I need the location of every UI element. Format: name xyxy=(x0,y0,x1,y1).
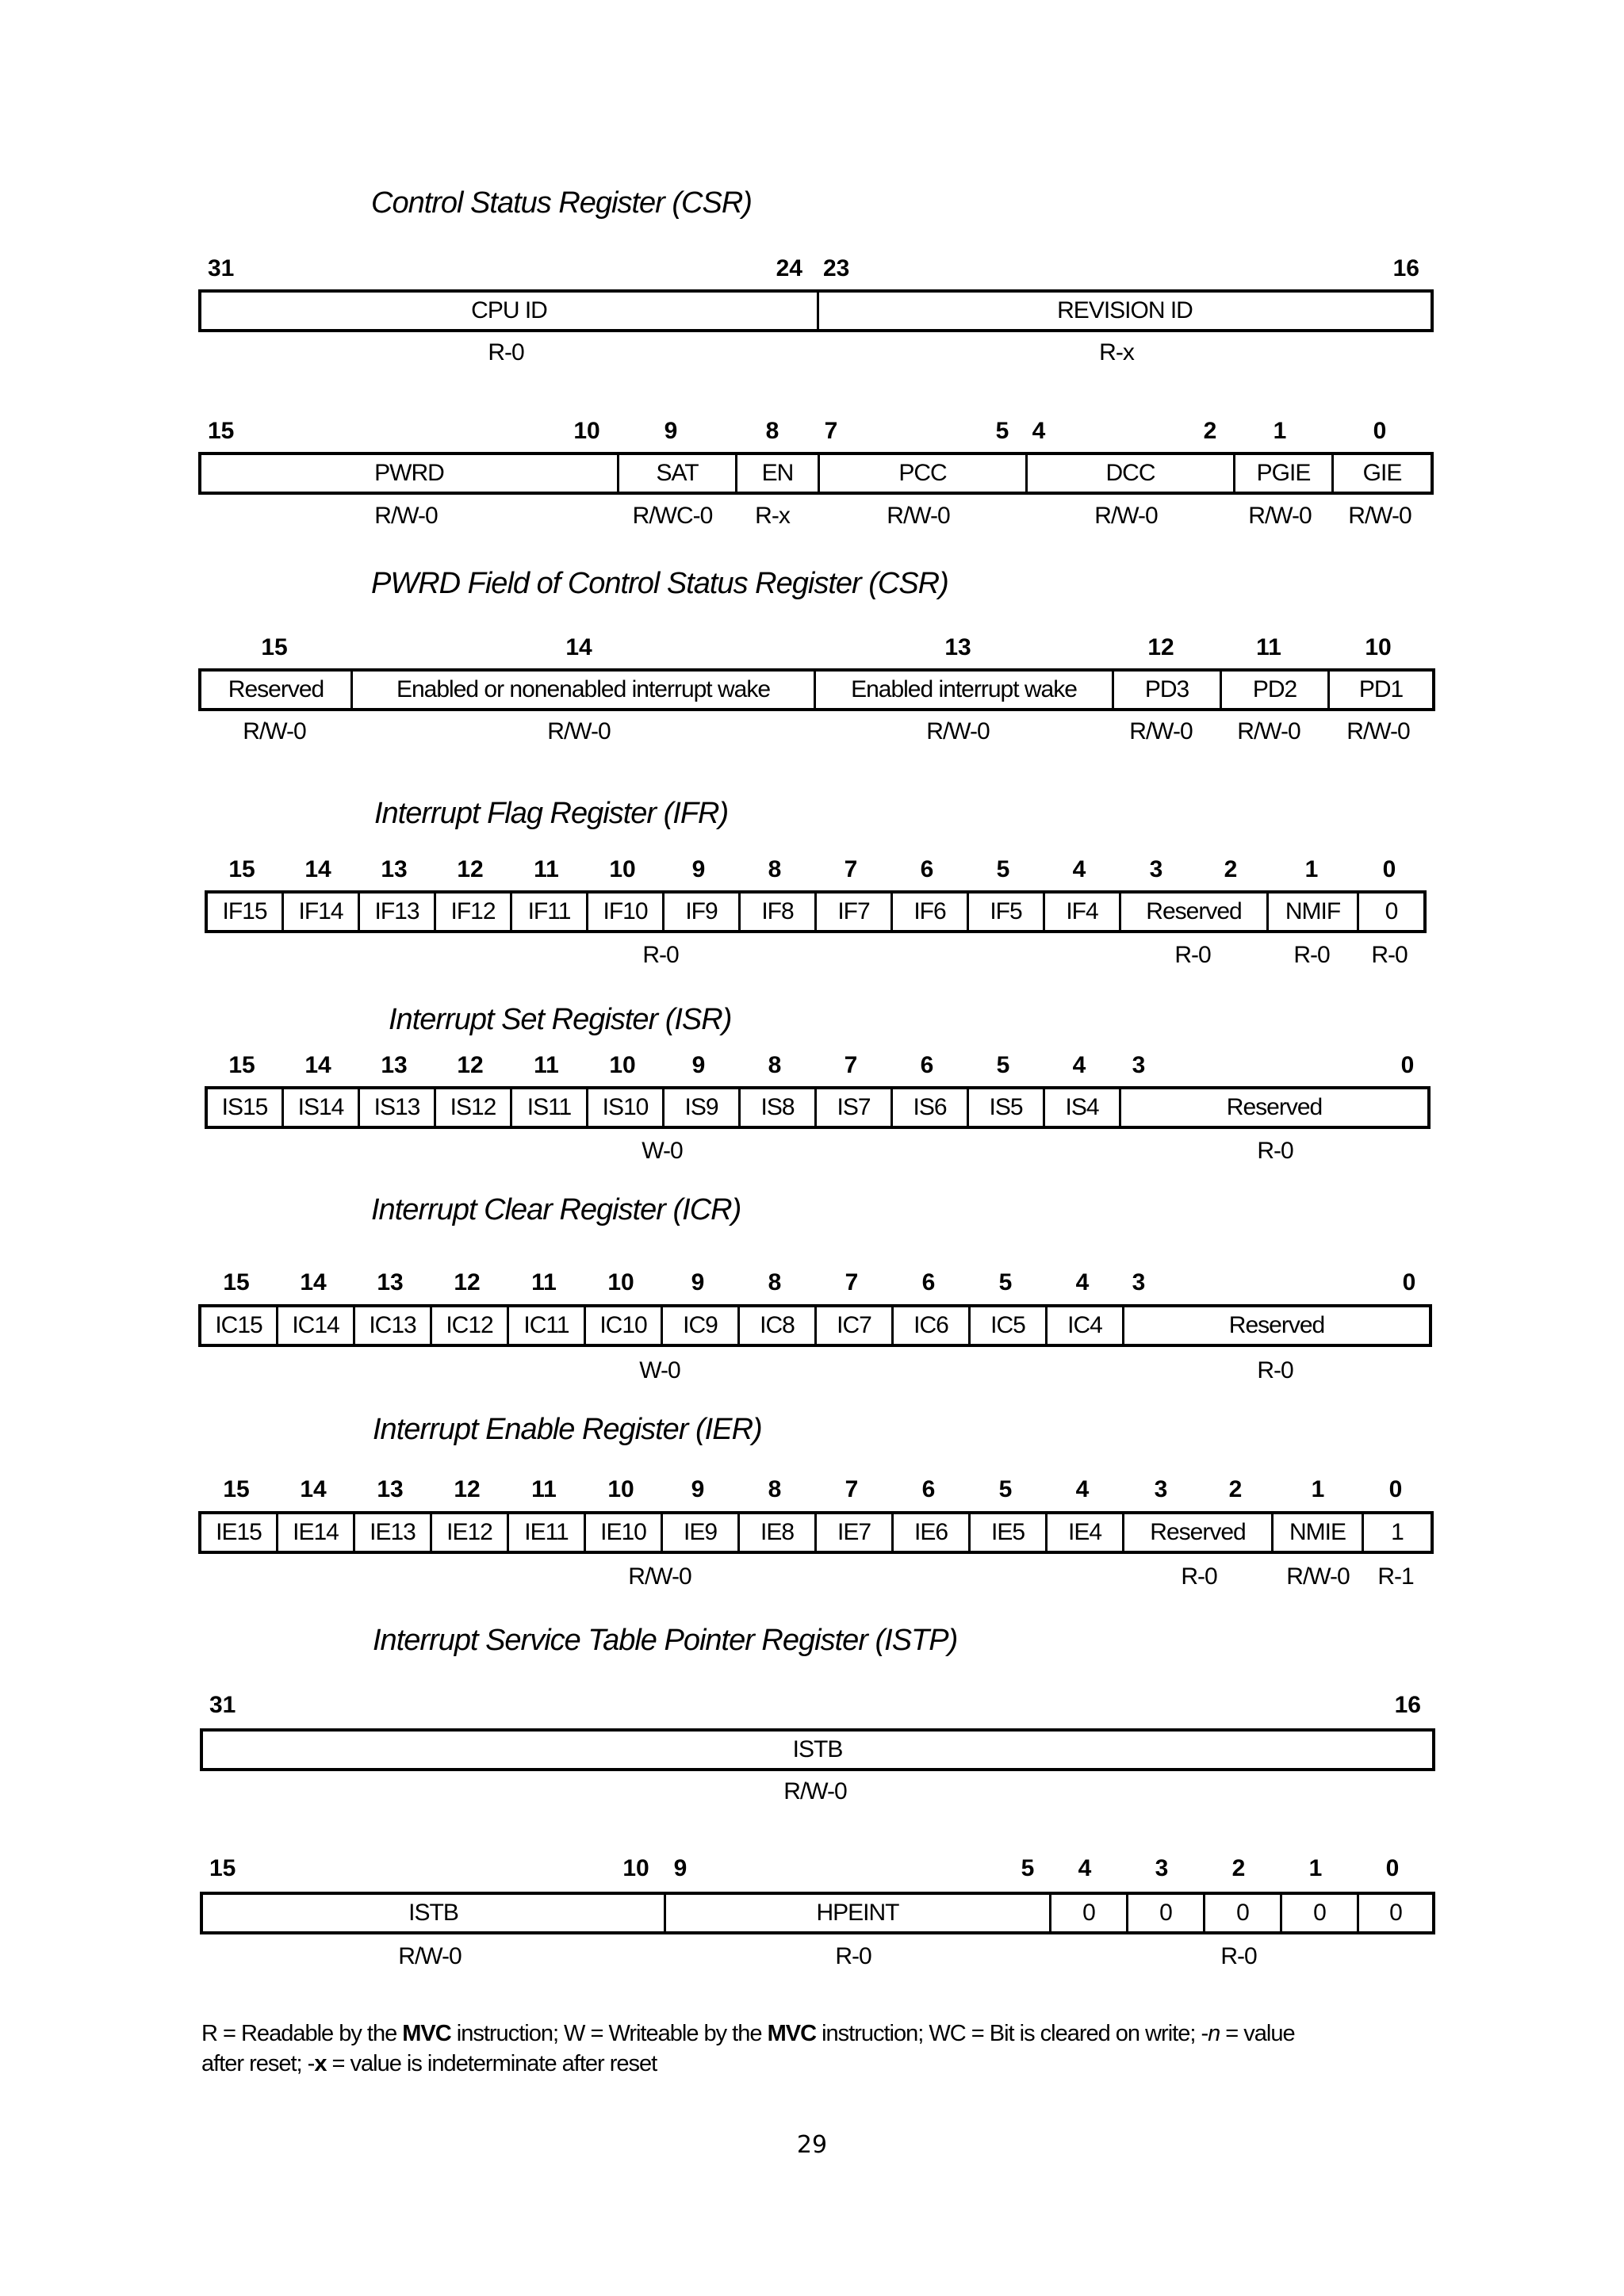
ifr-bit-15: 15 xyxy=(228,856,255,882)
legend-text: = value xyxy=(1220,2021,1295,2046)
field-enabled-interrupt-wake: Enabled interrupt wake xyxy=(816,672,1114,708)
istp-bit-5: 5 xyxy=(1021,1855,1035,1881)
field-ic11: IC11 xyxy=(509,1307,586,1344)
csr-access-sat: R/WC-0 xyxy=(632,503,713,529)
ifr-title: Interrupt Flag Register (IFR) xyxy=(374,797,729,830)
field-bit1: 0 xyxy=(1282,1895,1359,1931)
ier-access-ie: R/W-0 xyxy=(628,1563,691,1590)
field-pcc: PCC xyxy=(820,455,1028,492)
page-number: 29 xyxy=(796,2131,828,2159)
legend-text: = value is indeterminate after reset xyxy=(326,2051,657,2076)
icr-bit-14: 14 xyxy=(300,1269,327,1295)
pwrd-bit-10: 10 xyxy=(1365,634,1392,660)
ier-bit-0: 0 xyxy=(1388,1476,1403,1502)
field-reserved: Reserved xyxy=(1121,894,1269,930)
isr-access-is: W-0 xyxy=(642,1138,683,1164)
legend-line-2 xyxy=(201,2049,1446,2079)
istp-bit-3: 3 xyxy=(1155,1855,1169,1881)
isr-bit-15: 15 xyxy=(228,1052,255,1078)
field-en: EN xyxy=(737,455,820,492)
pwrd-access-interrupt-wake: R/W-0 xyxy=(926,718,990,744)
isr-bit-7: 7 xyxy=(844,1052,858,1078)
icr-title: Interrupt Clear Register (ICR) xyxy=(371,1193,741,1226)
csr-lower-register xyxy=(198,452,1434,495)
csr-access-en: R-x xyxy=(755,503,790,529)
pwrd-access-pd2: R/W-0 xyxy=(1237,718,1300,744)
field-ic7: IC7 xyxy=(817,1307,894,1344)
icr-bit-0: 0 xyxy=(1402,1269,1416,1295)
ier-title: Interrupt Enable Register (IER) xyxy=(373,1413,762,1446)
ifr-access-nmif: R-0 xyxy=(1293,942,1330,968)
legend-mvc: MVC xyxy=(402,2021,451,2046)
csr-bit-15: 15 xyxy=(208,418,235,444)
field-ie8: IE8 xyxy=(740,1514,817,1551)
field-ie9: IE9 xyxy=(663,1514,740,1551)
icr-bit-8: 8 xyxy=(768,1269,782,1295)
istp-bit-2: 2 xyxy=(1231,1855,1246,1881)
isr-register xyxy=(205,1086,1431,1129)
istp-bit-4: 4 xyxy=(1078,1855,1092,1881)
ifr-access-reserved: R-0 xyxy=(1174,942,1211,968)
field-ic6: IC6 xyxy=(894,1307,971,1344)
field-if13: IF13 xyxy=(360,894,436,930)
legend-text: R = Readable by the xyxy=(201,2021,403,2046)
csr-bit-8: 8 xyxy=(765,418,779,444)
legend-x: x xyxy=(314,2051,327,2076)
csr-title: Control Status Register (CSR) xyxy=(371,186,752,220)
csr-bit-31: 31 xyxy=(208,255,235,281)
csr-bit-23: 23 xyxy=(823,255,850,281)
isr-bit-4: 4 xyxy=(1072,1052,1086,1078)
icr-bit-3: 3 xyxy=(1132,1269,1146,1295)
field-reserved: Reserved xyxy=(1228,1312,1325,1338)
field-ie13: IE13 xyxy=(355,1514,432,1551)
icr-bit-13: 13 xyxy=(377,1269,404,1295)
legend-text: after reset; - xyxy=(201,2051,315,2076)
field-revision-id: REVISION ID xyxy=(1057,297,1193,323)
field-ic14: IC14 xyxy=(278,1307,355,1344)
csr-bit-10: 10 xyxy=(573,418,600,444)
field-if8: IF8 xyxy=(741,894,817,930)
istp-bit-10: 10 xyxy=(622,1855,649,1881)
field-gie: GIE xyxy=(1362,460,1402,486)
field-ie7: IE7 xyxy=(817,1514,894,1551)
pwrd-register xyxy=(198,668,1435,711)
field-ie4: IE4 xyxy=(1048,1514,1124,1551)
field-is12: IS12 xyxy=(436,1089,512,1126)
ier-bit-3: 3 xyxy=(1154,1476,1168,1502)
ifr-register xyxy=(205,890,1427,933)
field-ic4: IC4 xyxy=(1048,1307,1124,1344)
ifr-bit-2: 2 xyxy=(1224,856,1238,882)
ier-bit-13: 13 xyxy=(377,1476,404,1502)
csr-bit-5: 5 xyxy=(995,418,1009,444)
isr-access-reserved: R-0 xyxy=(1257,1138,1293,1164)
field-is10: IS10 xyxy=(588,1089,665,1126)
ifr-access-if: R-0 xyxy=(642,942,679,968)
ier-bit-7: 7 xyxy=(845,1476,859,1502)
pwrd-access-pd3: R/W-0 xyxy=(1129,718,1193,744)
field-enabled-or-nonenabled-interrupt-wake: Enabled or nonenabled interrupt wake xyxy=(353,672,816,708)
field-reserved: Reserved xyxy=(1124,1514,1274,1551)
isr-title: Interrupt Set Register (ISR) xyxy=(389,1003,732,1036)
field-ie10: IE10 xyxy=(586,1514,663,1551)
field-ie12: IE12 xyxy=(432,1514,509,1551)
field-istb-upper: ISTB xyxy=(792,1736,843,1762)
istp-lower-register xyxy=(200,1892,1435,1934)
ifr-bit-9: 9 xyxy=(691,856,706,882)
icr-bit-5: 5 xyxy=(998,1269,1013,1295)
field-ie6: IE6 xyxy=(894,1514,971,1551)
field-ic12: IC12 xyxy=(432,1307,509,1344)
csr-access-pcc: R/W-0 xyxy=(887,503,950,529)
istp-bit-9: 9 xyxy=(673,1855,688,1881)
isr-bit-0: 0 xyxy=(1400,1052,1415,1078)
csr-upper-register xyxy=(198,289,1434,332)
istp-access-istb-lower: R/W-0 xyxy=(398,1943,462,1969)
csr-bit-0: 0 xyxy=(1373,418,1387,444)
field-nmie: NMIE xyxy=(1274,1514,1364,1551)
legend xyxy=(201,2019,1446,2079)
field-is8: IS8 xyxy=(741,1089,817,1126)
icr-bit-11: 11 xyxy=(531,1269,557,1295)
csr-bit-1: 1 xyxy=(1273,418,1287,444)
field-is4: IS4 xyxy=(1045,1089,1121,1126)
field-reserved: Reserved xyxy=(1226,1094,1323,1120)
ifr-bit-11: 11 xyxy=(534,856,559,882)
icr-access-reserved: R-0 xyxy=(1257,1357,1293,1383)
icr-register xyxy=(198,1304,1432,1347)
field-bit0: 1 xyxy=(1391,1519,1404,1545)
ier-bit-1: 1 xyxy=(1311,1476,1325,1502)
field-nmif: NMIF xyxy=(1269,894,1359,930)
pwrd-bit-12: 12 xyxy=(1147,634,1174,660)
field-if4: IF4 xyxy=(1045,894,1121,930)
field-is9: IS9 xyxy=(665,1089,741,1126)
csr-access-cpu-id: R-0 xyxy=(488,339,524,365)
ifr-bit-8: 8 xyxy=(768,856,782,882)
ifr-bit-4: 4 xyxy=(1072,856,1086,882)
field-sat: SAT xyxy=(619,455,737,492)
istp-access-hpeint: R-0 xyxy=(835,1943,871,1969)
isr-bit-6: 6 xyxy=(920,1052,934,1078)
pwrd-bit-15: 15 xyxy=(261,634,288,660)
pwrd-bit-13: 13 xyxy=(944,634,971,660)
csr-access-pgie: R/W-0 xyxy=(1248,503,1312,529)
ier-bit-8: 8 xyxy=(768,1476,782,1502)
isr-bit-10: 10 xyxy=(609,1052,636,1078)
field-ic15: IC15 xyxy=(201,1307,278,1344)
ier-bit-11: 11 xyxy=(531,1476,557,1502)
pwrd-bit-11: 11 xyxy=(1256,634,1281,660)
icr-bit-12: 12 xyxy=(454,1269,481,1295)
ier-bit-14: 14 xyxy=(300,1476,327,1502)
istp-bit-31: 31 xyxy=(209,1692,236,1718)
ifr-bit-13: 13 xyxy=(381,856,408,882)
pwrd-access-pd1: R/W-0 xyxy=(1346,718,1410,744)
istp-upper-register xyxy=(200,1728,1435,1771)
csr-access-gie: R/W-0 xyxy=(1348,503,1411,529)
legend-line-1 xyxy=(201,2019,1446,2049)
field-bit0: 0 xyxy=(1385,898,1398,924)
icr-bit-9: 9 xyxy=(691,1269,705,1295)
field-if10: IF10 xyxy=(588,894,665,930)
field-ie14: IE14 xyxy=(278,1514,355,1551)
isr-bit-3: 3 xyxy=(1132,1052,1146,1078)
field-is13: IS13 xyxy=(360,1089,436,1126)
csr-bit-9: 9 xyxy=(664,418,678,444)
field-bit4: 0 xyxy=(1051,1895,1128,1931)
ier-bit-2: 2 xyxy=(1228,1476,1243,1502)
field-ic13: IC13 xyxy=(355,1307,432,1344)
csr-access-revision-id: R-x xyxy=(1099,339,1134,365)
field-if9: IF9 xyxy=(665,894,741,930)
field-pd3: PD3 xyxy=(1114,672,1222,708)
isr-bit-11: 11 xyxy=(534,1052,559,1078)
ier-access-nmie: R/W-0 xyxy=(1286,1563,1350,1590)
field-ic5: IC5 xyxy=(971,1307,1048,1344)
ifr-bit-0: 0 xyxy=(1382,856,1396,882)
field-pgie: PGIE xyxy=(1235,455,1334,492)
field-is15: IS15 xyxy=(208,1089,284,1126)
istp-access-low-bits: R-0 xyxy=(1220,1943,1257,1969)
field-pwrd: PWRD xyxy=(201,455,619,492)
ifr-access-bit0: R-0 xyxy=(1371,942,1408,968)
field-ie15: IE15 xyxy=(201,1514,278,1551)
field-bit0: 0 xyxy=(1389,1900,1402,1926)
field-pd1: PD1 xyxy=(1358,676,1404,702)
ier-bit-10: 10 xyxy=(607,1476,634,1502)
csr-bit-24: 24 xyxy=(776,255,802,281)
ier-bit-6: 6 xyxy=(921,1476,936,1502)
icr-access-ic: W-0 xyxy=(639,1357,680,1383)
field-ic8: IC8 xyxy=(740,1307,817,1344)
icr-bit-10: 10 xyxy=(607,1269,634,1295)
icr-bit-15: 15 xyxy=(223,1269,250,1295)
isr-bit-13: 13 xyxy=(381,1052,408,1078)
field-ic9: IC9 xyxy=(663,1307,740,1344)
ifr-bit-5: 5 xyxy=(996,856,1010,882)
field-is5: IS5 xyxy=(969,1089,1045,1126)
isr-bit-9: 9 xyxy=(691,1052,706,1078)
pwrd-title: PWRD Field of Control Status Register (CSR) xyxy=(371,567,948,600)
field-ie11: IE11 xyxy=(509,1514,586,1551)
field-istb-lower: ISTB xyxy=(203,1895,666,1931)
field-bit2: 0 xyxy=(1205,1895,1282,1931)
isr-bit-8: 8 xyxy=(768,1052,782,1078)
istp-title: Interrupt Service Table Pointer Register (ISTP) xyxy=(373,1624,958,1657)
istp-access-istb-upper: R/W-0 xyxy=(783,1778,847,1804)
ier-bit-12: 12 xyxy=(454,1476,481,1502)
ifr-bit-1: 1 xyxy=(1304,856,1319,882)
field-if7: IF7 xyxy=(817,894,893,930)
field-is14: IS14 xyxy=(284,1089,360,1126)
ier-access-bit0: R-1 xyxy=(1377,1563,1414,1590)
legend-mvc: MVC xyxy=(767,2021,817,2046)
ifr-bit-3: 3 xyxy=(1149,856,1163,882)
legend-text: instruction; WC = Bit is cleared on write; - xyxy=(816,2021,1208,2046)
field-is6: IS6 xyxy=(893,1089,969,1126)
ifr-bit-14: 14 xyxy=(304,856,331,882)
istp-bit-15: 15 xyxy=(209,1855,236,1881)
field-cpu-id: CPU ID xyxy=(201,293,819,329)
field-hpeint: HPEINT xyxy=(666,1895,1051,1931)
ifr-bit-12: 12 xyxy=(457,856,484,882)
pwrd-access-wake: R/W-0 xyxy=(547,718,611,744)
isr-bit-5: 5 xyxy=(996,1052,1010,1078)
csr-bit-2: 2 xyxy=(1203,418,1217,444)
field-reserved: Reserved xyxy=(201,672,353,708)
csr-access-pwrd: R/W-0 xyxy=(374,503,438,529)
ier-bit-15: 15 xyxy=(223,1476,250,1502)
field-if6: IF6 xyxy=(893,894,969,930)
icr-bit-6: 6 xyxy=(921,1269,936,1295)
field-pd2: PD2 xyxy=(1222,672,1330,708)
field-if11: IF11 xyxy=(512,894,588,930)
legend-n: n xyxy=(1208,2021,1220,2046)
ifr-bit-10: 10 xyxy=(609,856,636,882)
csr-bit-4: 4 xyxy=(1032,418,1046,444)
csr-access-dcc: R/W-0 xyxy=(1094,503,1158,529)
isr-bit-12: 12 xyxy=(457,1052,484,1078)
field-if12: IF12 xyxy=(436,894,512,930)
field-ie5: IE5 xyxy=(971,1514,1048,1551)
ier-bit-4: 4 xyxy=(1075,1476,1090,1502)
field-ic10: IC10 xyxy=(586,1307,663,1344)
legend-text: instruction; W = Writeable by the xyxy=(450,2021,768,2046)
icr-bit-7: 7 xyxy=(845,1269,859,1295)
istp-bit-16: 16 xyxy=(1394,1692,1421,1718)
field-if5: IF5 xyxy=(969,894,1045,930)
csr-bit-16: 16 xyxy=(1392,255,1419,281)
field-dcc: DCC xyxy=(1028,455,1235,492)
field-bit3: 0 xyxy=(1128,1895,1205,1931)
pwrd-access-reserved: R/W-0 xyxy=(243,718,306,744)
istp-bit-1: 1 xyxy=(1308,1855,1323,1881)
icr-bit-4: 4 xyxy=(1075,1269,1090,1295)
ier-bit-5: 5 xyxy=(998,1476,1013,1502)
ier-access-reserved: R-0 xyxy=(1181,1563,1217,1590)
field-if15: IF15 xyxy=(208,894,284,930)
ifr-bit-6: 6 xyxy=(920,856,934,882)
isr-bit-14: 14 xyxy=(304,1052,331,1078)
csr-bit-7: 7 xyxy=(824,418,838,444)
ier-bit-9: 9 xyxy=(691,1476,705,1502)
ifr-bit-7: 7 xyxy=(844,856,858,882)
pwrd-bit-14: 14 xyxy=(565,634,592,660)
istp-bit-0: 0 xyxy=(1385,1855,1400,1881)
ier-register xyxy=(198,1511,1434,1554)
field-is7: IS7 xyxy=(817,1089,893,1126)
field-is11: IS11 xyxy=(512,1089,588,1126)
field-if14: IF14 xyxy=(284,894,360,930)
